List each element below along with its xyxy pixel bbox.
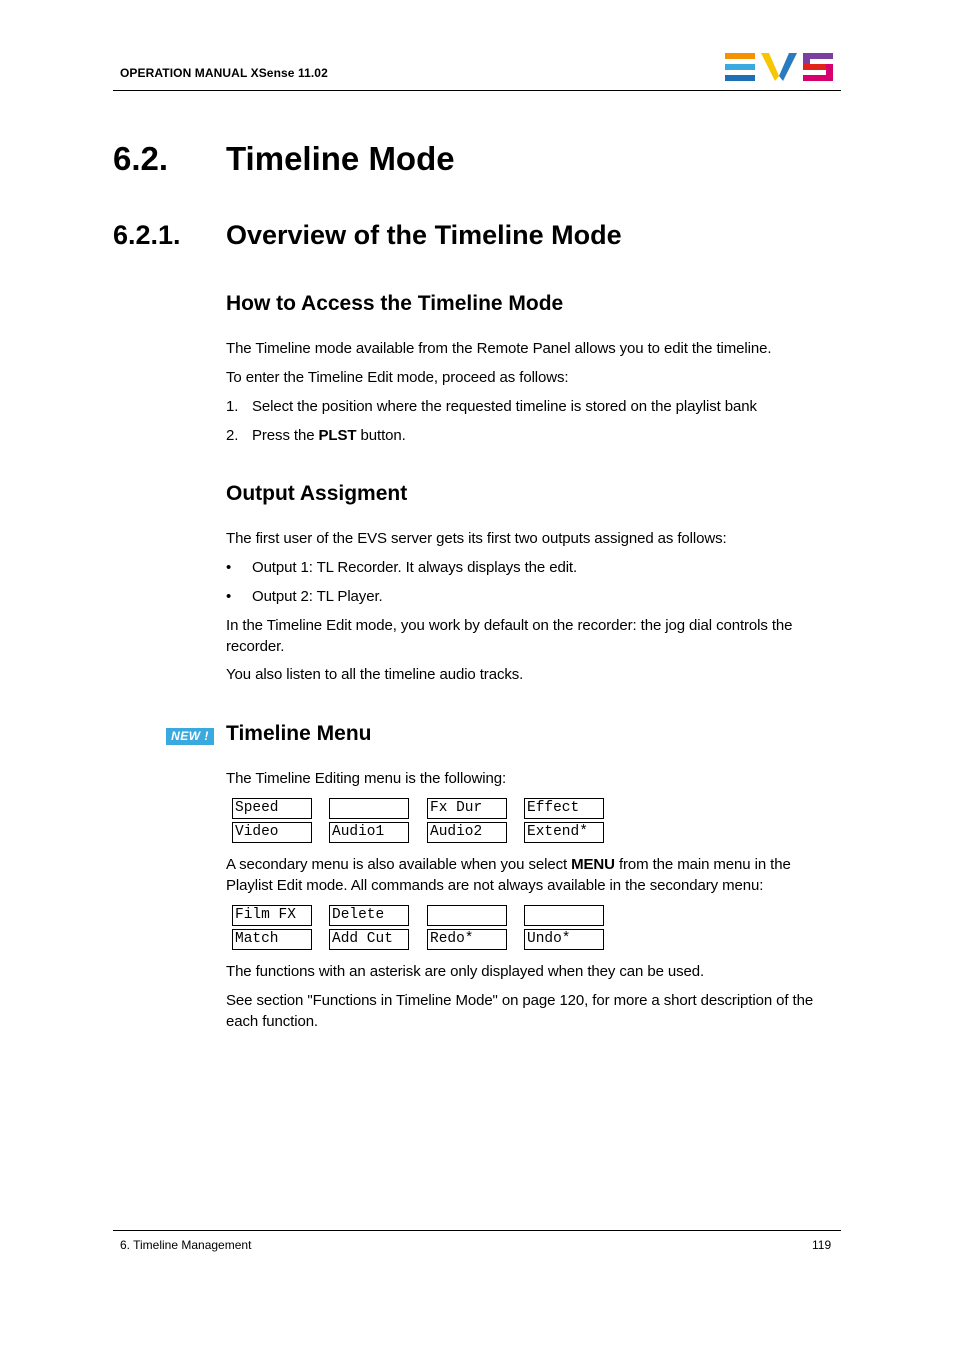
access-step-2 <box>226 425 841 446</box>
step-text-pre: Press the <box>252 427 319 444</box>
output-paragraph-3: You also listen to all the timeline audio tracks. <box>226 666 524 683</box>
secondary-text-post: from the main menu in the Playlist Edit mode. All commands are not always available in the secondary menu: <box>226 856 791 894</box>
page-number: 119 <box>812 1238 832 1252</box>
running-header-title: OPERATION MANUAL XSense 11.02 <box>120 66 328 80</box>
logo-e-bar-top <box>725 53 755 59</box>
menu-cell: Undo* <box>524 929 604 950</box>
menu-cell: Fx Dur <box>427 798 507 819</box>
footer-rule <box>113 1230 841 1231</box>
step-number: 1. <box>226 398 239 415</box>
menu-cell: Add Cut <box>329 929 409 950</box>
output-paragraph-2: In the Timeline Edit mode, you work by default on the recorder: the jog dial controls the recorder. <box>226 617 793 655</box>
step-text-post: button. <box>356 427 406 444</box>
menu-button-label: MENU <box>571 856 615 873</box>
subsection-number: 6.2.1. <box>113 220 181 250</box>
header-rule <box>113 90 841 91</box>
see-section-paragraph: See section "Functions in Timeline Mode" on page 120, for more a short description of the each function. <box>226 992 814 1030</box>
evs-logo <box>725 52 835 82</box>
step-text: Select the position where the requested timeline is stored on the playlist bank <box>252 398 757 415</box>
asterisk-note: The functions with an asterisk are only displayed when they can be used. <box>226 963 705 980</box>
logo-e-bar-mid <box>725 64 755 70</box>
output-bullet-2 <box>226 586 841 607</box>
menu-cell <box>427 905 507 926</box>
menu-cell: Audio2 <box>427 822 507 843</box>
menu-cell: Redo* <box>427 929 507 950</box>
timeline-menu-intro: The Timeline Editing menu is the following: <box>226 770 507 787</box>
logo-s-bar-bottom <box>803 75 833 81</box>
subsection-title: Overview of the Timeline Mode <box>226 220 622 250</box>
plst-button-label: PLST <box>318 427 357 444</box>
secondary-text-pre: A secondary menu is also available when you select <box>226 856 572 873</box>
bullet-icon: • <box>226 559 232 576</box>
timeline-menu-heading: Timeline Menu <box>226 722 372 745</box>
subsection-heading <box>113 220 622 251</box>
logo-v-right <box>779 53 797 81</box>
menu-cell: Film FX <box>232 905 312 926</box>
logo-e-bar-bottom <box>725 75 755 81</box>
menu-cell: Effect <box>524 798 604 819</box>
menu-cell: Audio1 <box>329 822 409 843</box>
bullet-text: Output 2: TL Player. <box>252 588 383 605</box>
menu-cell <box>524 905 604 926</box>
access-paragraph-2: To enter the Timeline Edit mode, proceed as follows: <box>226 369 569 386</box>
menu-cell: Video <box>232 822 312 843</box>
output-bullet-1 <box>226 557 841 578</box>
access-paragraph-1: The Timeline mode available from the Remote Panel allows you to edit the timeline. <box>226 340 772 357</box>
section-number: 6.2. <box>113 140 169 177</box>
output-heading: Output Assigment <box>226 482 408 505</box>
section-heading <box>113 140 455 178</box>
secondary-menu-paragraph <box>226 854 826 896</box>
logo-v-left <box>761 53 779 81</box>
new-badge: NEW ! <box>166 728 214 745</box>
step-number: 2. <box>226 427 239 444</box>
bullet-text: Output 1: TL Recorder. It always displays the edit. <box>252 559 578 576</box>
footer-chapter: 6. Timeline Management <box>120 1238 252 1252</box>
menu-cell: Speed <box>232 798 312 819</box>
access-step-1 <box>226 396 841 417</box>
output-paragraph-1: The first user of the EVS server gets its first two outputs assigned as follows: <box>226 530 727 547</box>
menu-cell: Extend* <box>524 822 604 843</box>
menu-cell: Delete <box>329 905 409 926</box>
access-heading: How to Access the Timeline Mode <box>226 292 564 315</box>
section-title: Timeline Mode <box>226 140 455 177</box>
menu-cell <box>329 798 409 819</box>
menu-cell: Match <box>232 929 312 950</box>
bullet-icon: • <box>226 588 232 605</box>
